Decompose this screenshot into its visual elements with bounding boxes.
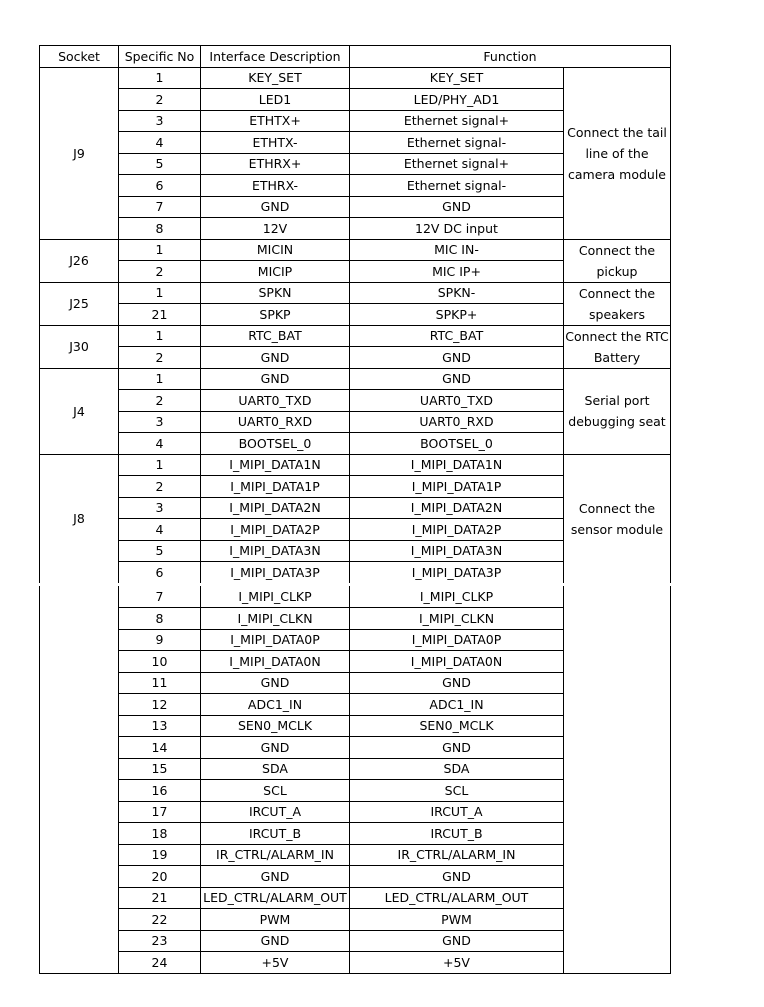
specific-no-cell: 18 (119, 823, 201, 845)
function-cell: ADC1_IN (350, 694, 564, 716)
socket-cell: J25 (40, 282, 119, 325)
interface-cell: 12V (201, 218, 350, 240)
function-cell: GND (350, 368, 564, 390)
function-cell: BOOTSEL_0 (350, 433, 564, 455)
interface-cell: I_MIPI_DATA1N (201, 454, 350, 476)
interface-cell: UART0_TXD (201, 390, 350, 412)
specific-no-cell: 5 (119, 153, 201, 175)
group-function-cell: Connect the pickup (564, 239, 671, 282)
specific-no-cell: 23 (119, 930, 201, 952)
function-cell: I_MIPI_CLKP (350, 586, 564, 608)
interface-cell: I_MIPI_DATA2P (201, 519, 350, 541)
table-row (40, 368, 671, 390)
table-row (40, 282, 671, 304)
function-cell: KEY_SET (350, 67, 564, 89)
interface-cell: IR_CTRL/ALARM_IN (201, 844, 350, 866)
interface-cell: KEY_SET (201, 67, 350, 89)
interface-cell: RTC_BAT (201, 325, 350, 347)
specific-no-cell: 8 (119, 608, 201, 630)
function-cell: +5V (350, 952, 564, 974)
specific-no-cell: 20 (119, 866, 201, 888)
group-function-cell: Serial port debugging seat (564, 368, 671, 454)
specific-no-cell: 3 (119, 411, 201, 433)
function-cell: GND (350, 866, 564, 888)
interface-cell: ETHTX+ (201, 110, 350, 132)
header-row (40, 46, 671, 68)
specific-no-cell: 6 (119, 175, 201, 197)
socket-cell-continued (40, 586, 119, 973)
header-function: Function (350, 46, 671, 68)
function-cell: GND (350, 347, 564, 369)
specific-no-cell: 10 (119, 651, 201, 673)
function-cell: MIC IP+ (350, 261, 564, 283)
function-cell: SPKN- (350, 282, 564, 304)
specific-no-cell: 2 (119, 89, 201, 111)
specific-no-cell: 16 (119, 780, 201, 802)
interface-cell: I_MIPI_DATA3P (201, 562, 350, 584)
interface-cell: ADC1_IN (201, 694, 350, 716)
interface-cell: GND (201, 347, 350, 369)
specific-no-cell: 22 (119, 909, 201, 931)
specific-no-cell: 3 (119, 110, 201, 132)
interface-cell: MICIN (201, 239, 350, 261)
interface-cell: UART0_RXD (201, 411, 350, 433)
interface-cell: SDA (201, 758, 350, 780)
table-row (40, 239, 671, 261)
function-cell: MIC IN- (350, 239, 564, 261)
specific-no-cell: 4 (119, 433, 201, 455)
pin-table-continuation (39, 586, 671, 974)
interface-cell: I_MIPI_DATA0N (201, 651, 350, 673)
specific-no-cell: 12 (119, 694, 201, 716)
interface-cell: I_MIPI_DATA0P (201, 629, 350, 651)
interface-cell: GND (201, 866, 350, 888)
specific-no-cell: 19 (119, 844, 201, 866)
interface-cell: LED1 (201, 89, 350, 111)
function-cell: I_MIPI_CLKN (350, 608, 564, 630)
function-cell: Ethernet signal- (350, 132, 564, 154)
function-cell: SDA (350, 758, 564, 780)
group-function-cell: Connect the speakers (564, 282, 671, 325)
interface-cell: ETHRX- (201, 175, 350, 197)
specific-no-cell: 21 (119, 304, 201, 326)
interface-cell: GND (201, 368, 350, 390)
interface-cell: GND (201, 196, 350, 218)
specific-no-cell: 1 (119, 325, 201, 347)
specific-no-cell: 1 (119, 368, 201, 390)
function-cell: IR_CTRL/ALARM_IN (350, 844, 564, 866)
specific-no-cell: 6 (119, 562, 201, 584)
function-cell: UART0_RXD (350, 411, 564, 433)
specific-no-cell: 17 (119, 801, 201, 823)
specific-no-cell: 24 (119, 952, 201, 974)
interface-cell: ETHTX- (201, 132, 350, 154)
table-row (40, 325, 671, 347)
interface-cell: SCL (201, 780, 350, 802)
interface-cell: GND (201, 672, 350, 694)
specific-no-cell: 4 (119, 519, 201, 541)
specific-no-cell: 7 (119, 586, 201, 608)
function-cell: Ethernet signal- (350, 175, 564, 197)
function-cell: GND (350, 930, 564, 952)
socket-cell: J8 (40, 454, 119, 583)
specific-no-cell: 21 (119, 887, 201, 909)
specific-no-cell: 1 (119, 239, 201, 261)
specific-no-cell: 2 (119, 390, 201, 412)
interface-cell: SPKN (201, 282, 350, 304)
interface-cell: +5V (201, 952, 350, 974)
specific-no-cell: 4 (119, 132, 201, 154)
specific-no-cell: 3 (119, 497, 201, 519)
function-cell: I_MIPI_DATA3P (350, 562, 564, 584)
socket-cell: J30 (40, 325, 119, 368)
function-cell: LED_CTRL/ALARM_OUT (350, 887, 564, 909)
function-cell: RTC_BAT (350, 325, 564, 347)
function-cell: LED/PHY_AD1 (350, 89, 564, 111)
specific-no-cell: 13 (119, 715, 201, 737)
interface-cell: SEN0_MCLK (201, 715, 350, 737)
socket-cell: J9 (40, 67, 119, 239)
function-cell: Ethernet signal+ (350, 110, 564, 132)
specific-no-cell: 9 (119, 629, 201, 651)
table-row (40, 67, 671, 89)
interface-cell: MICIP (201, 261, 350, 283)
function-cell: 12V DC input (350, 218, 564, 240)
function-cell: I_MIPI_DATA2N (350, 497, 564, 519)
function-cell: I_MIPI_DATA3N (350, 540, 564, 562)
table-row (40, 586, 671, 608)
interface-cell: I_MIPI_CLKP (201, 586, 350, 608)
pin-table (39, 45, 671, 583)
function-cell: SPKP+ (350, 304, 564, 326)
function-cell: I_MIPI_DATA2P (350, 519, 564, 541)
function-cell: IRCUT_A (350, 801, 564, 823)
function-cell: UART0_TXD (350, 390, 564, 412)
interface-cell: I_MIPI_DATA3N (201, 540, 350, 562)
specific-no-cell: 2 (119, 261, 201, 283)
specific-no-cell: 5 (119, 540, 201, 562)
interface-cell: I_MIPI_DATA2N (201, 497, 350, 519)
function-cell: GND (350, 737, 564, 759)
specific-no-cell: 15 (119, 758, 201, 780)
specific-no-cell: 1 (119, 67, 201, 89)
specific-no-cell: 2 (119, 347, 201, 369)
function-cell: I_MIPI_DATA1N (350, 454, 564, 476)
group-function-cell: Connect the RTC Battery (564, 325, 671, 368)
interface-cell: SPKP (201, 304, 350, 326)
interface-cell: ETHRX+ (201, 153, 350, 175)
socket-cell: J26 (40, 239, 119, 282)
header-interface-description: Interface Description (201, 46, 350, 68)
interface-cell: I_MIPI_CLKN (201, 608, 350, 630)
specific-no-cell: 1 (119, 282, 201, 304)
interface-cell: IRCUT_B (201, 823, 350, 845)
group-function-cell: Connect the sensor module (564, 454, 671, 583)
group-function-cell: Connect the tail line of the camera module (564, 67, 671, 239)
specific-no-cell: 2 (119, 476, 201, 498)
header-socket: Socket (40, 46, 119, 68)
function-cell: PWM (350, 909, 564, 931)
specific-no-cell: 14 (119, 737, 201, 759)
specific-no-cell: 7 (119, 196, 201, 218)
function-cell: Ethernet signal+ (350, 153, 564, 175)
interface-cell: LED_CTRL/ALARM_OUT (201, 887, 350, 909)
interface-cell: PWM (201, 909, 350, 931)
specific-no-cell: 11 (119, 672, 201, 694)
function-cell: IRCUT_B (350, 823, 564, 845)
socket-cell: J4 (40, 368, 119, 454)
specific-no-cell: 1 (119, 454, 201, 476)
header-specific-no: Specific No (119, 46, 201, 68)
function-cell: SEN0_MCLK (350, 715, 564, 737)
group-function-cell-continued (564, 586, 671, 973)
interface-cell: I_MIPI_DATA1P (201, 476, 350, 498)
interface-cell: IRCUT_A (201, 801, 350, 823)
function-cell: I_MIPI_DATA0P (350, 629, 564, 651)
function-cell: I_MIPI_DATA0N (350, 651, 564, 673)
function-cell: GND (350, 196, 564, 218)
function-cell: I_MIPI_DATA1P (350, 476, 564, 498)
interface-cell: GND (201, 930, 350, 952)
interface-cell: BOOTSEL_0 (201, 433, 350, 455)
specific-no-cell: 8 (119, 218, 201, 240)
function-cell: GND (350, 672, 564, 694)
table-row (40, 454, 671, 476)
function-cell: SCL (350, 780, 564, 802)
interface-cell: GND (201, 737, 350, 759)
